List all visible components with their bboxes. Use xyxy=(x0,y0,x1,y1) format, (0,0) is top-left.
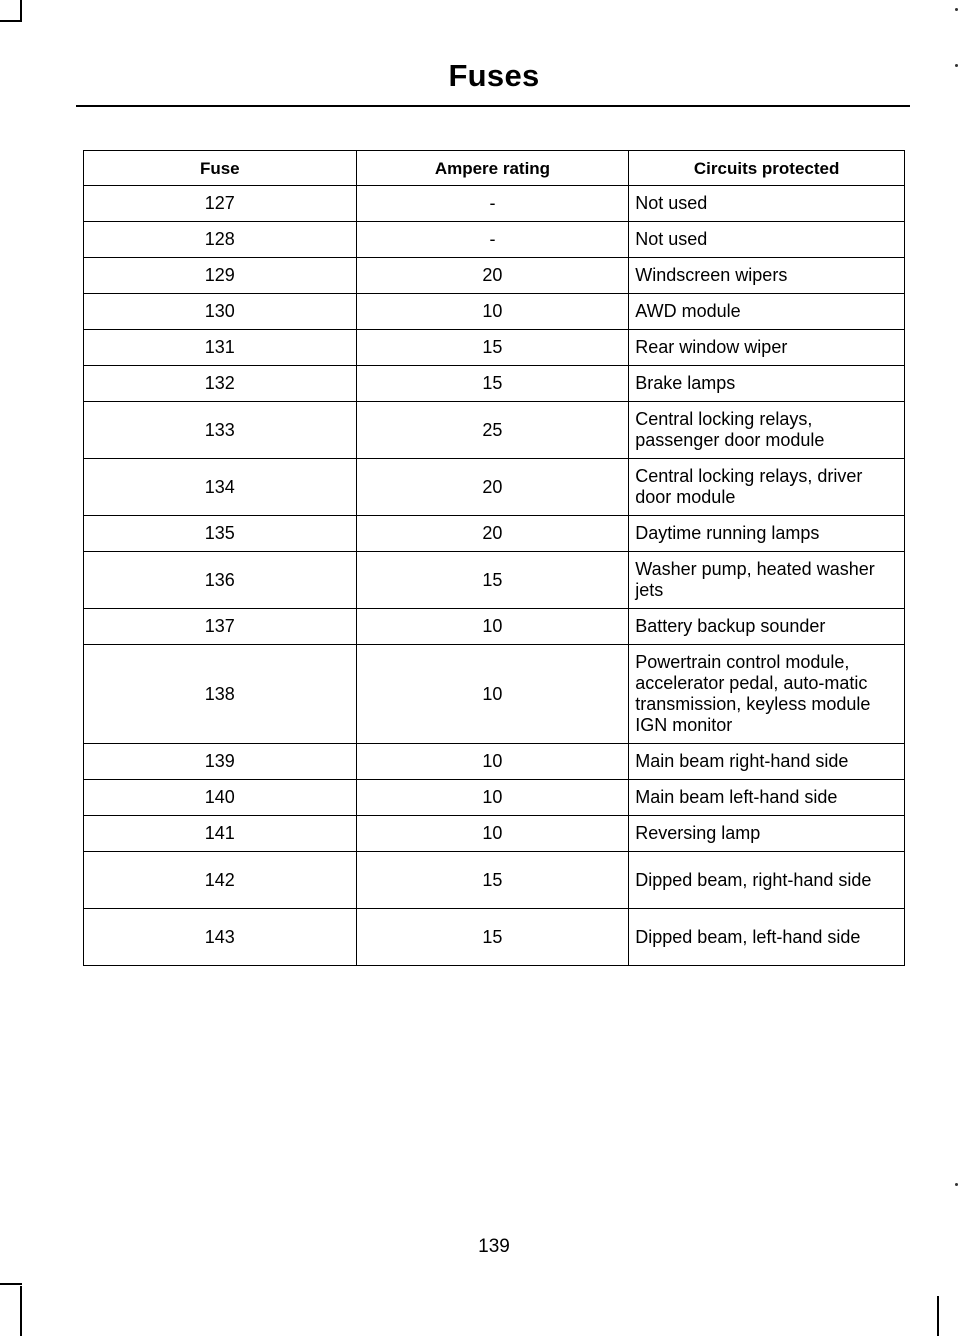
circuits-cell: Main beam left-hand side xyxy=(629,780,905,816)
circuits-cell: Central locking relays, passenger door module xyxy=(629,402,905,459)
table-row xyxy=(84,780,905,816)
ampere-cell: 10 xyxy=(356,645,629,744)
fuse-cell: 129 xyxy=(84,258,357,294)
fuse-cell: 142 xyxy=(84,852,357,909)
circuits-cell: Central locking relays, driver door module xyxy=(629,459,905,516)
registration-dot xyxy=(955,8,958,11)
ampere-cell: 25 xyxy=(356,402,629,459)
circuits-cell: Main beam right-hand side xyxy=(629,744,905,780)
circuits-cell: Reversing lamp xyxy=(629,816,905,852)
page-title: Fuses xyxy=(448,58,540,93)
fuse-cell: 131 xyxy=(84,330,357,366)
ampere-cell: - xyxy=(356,222,629,258)
ampere-cell: 15 xyxy=(356,552,629,609)
ampere-cell: 10 xyxy=(356,780,629,816)
fuse-cell: 137 xyxy=(84,609,357,645)
header-ampere-rating: Ampere rating xyxy=(356,151,629,186)
circuits-cell: Daytime running lamps xyxy=(629,516,905,552)
ampere-cell: 20 xyxy=(356,258,629,294)
crop-mark-bottom-left xyxy=(20,1286,22,1336)
crop-mark-top-left xyxy=(20,0,22,22)
table-row xyxy=(84,330,905,366)
circuits-cell: AWD module xyxy=(629,294,905,330)
table-body xyxy=(84,186,905,966)
header-circuits-protected: Circuits protected xyxy=(629,151,905,186)
fuse-cell: 130 xyxy=(84,294,357,330)
circuits-cell: Battery backup sounder xyxy=(629,609,905,645)
table-row xyxy=(84,909,905,966)
table-row xyxy=(84,294,905,330)
table-row xyxy=(84,852,905,909)
circuits-cell: Dipped beam, right-hand side xyxy=(629,852,905,909)
fuse-cell: 140 xyxy=(84,780,357,816)
fuse-cell: 138 xyxy=(84,645,357,744)
ampere-cell: 10 xyxy=(356,294,629,330)
registration-dot xyxy=(955,1183,958,1186)
circuits-cell: Powertrain control module, accelerator pedal, auto-matic transmission, keyless module IGN monitor xyxy=(629,645,905,744)
fuse-cell: 135 xyxy=(84,516,357,552)
fuse-cell: 134 xyxy=(84,459,357,516)
ampere-cell: 10 xyxy=(356,609,629,645)
header-fuse: Fuse xyxy=(84,151,357,186)
ampere-cell: 20 xyxy=(356,459,629,516)
fuse-cell: 139 xyxy=(84,744,357,780)
fuse-cell: 136 xyxy=(84,552,357,609)
fuse-cell: 133 xyxy=(84,402,357,459)
crop-mark-bottom-left xyxy=(0,1283,22,1285)
title-divider xyxy=(76,105,910,107)
ampere-cell: - xyxy=(356,186,629,222)
circuits-cell: Brake lamps xyxy=(629,366,905,402)
ampere-cell: 20 xyxy=(356,516,629,552)
table-row xyxy=(84,459,905,516)
ampere-cell: 15 xyxy=(356,366,629,402)
fuse-cell: 141 xyxy=(84,816,357,852)
table-header-row xyxy=(84,151,905,186)
fuse-cell: 127 xyxy=(84,186,357,222)
circuits-cell: Windscreen wipers xyxy=(629,258,905,294)
table-row xyxy=(84,816,905,852)
table-row xyxy=(84,402,905,459)
ampere-cell: 10 xyxy=(356,816,629,852)
ampere-cell: 15 xyxy=(356,852,629,909)
circuits-cell: Not used xyxy=(629,186,905,222)
fuse-cell: 143 xyxy=(84,909,357,966)
circuits-cell: Dipped beam, left-hand side xyxy=(629,909,905,966)
table-row xyxy=(84,366,905,402)
ampere-cell: 10 xyxy=(356,744,629,780)
table-row xyxy=(84,552,905,609)
fuse-cell: 132 xyxy=(84,366,357,402)
circuits-cell: Washer pump, heated washer jets xyxy=(629,552,905,609)
page-number: 139 xyxy=(478,1236,510,1257)
fuse-table xyxy=(83,150,905,966)
crop-mark-bottom-right xyxy=(937,1296,939,1336)
table-row xyxy=(84,645,905,744)
table-row xyxy=(84,186,905,222)
ampere-cell: 15 xyxy=(356,330,629,366)
fuse-cell: 128 xyxy=(84,222,357,258)
circuits-cell: Rear window wiper xyxy=(629,330,905,366)
table-row xyxy=(84,609,905,645)
table-row xyxy=(84,516,905,552)
ampere-cell: 15 xyxy=(356,909,629,966)
table-row xyxy=(84,222,905,258)
circuits-cell: Not used xyxy=(629,222,905,258)
table-row xyxy=(84,744,905,780)
crop-mark-top-left xyxy=(0,20,22,22)
table-row xyxy=(84,258,905,294)
